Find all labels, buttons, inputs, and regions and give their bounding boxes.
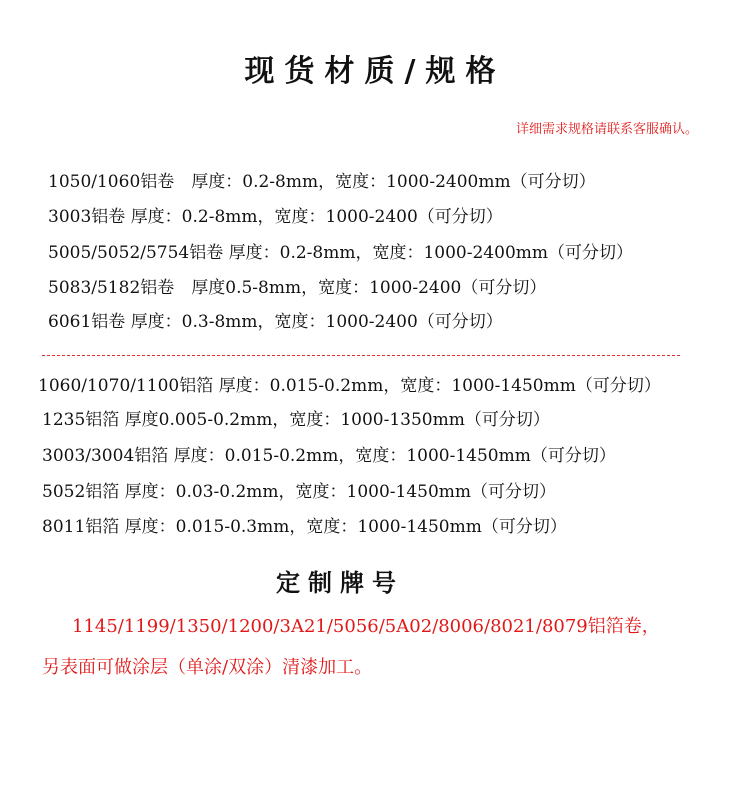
- coil-spec-line: 5083/5182铝卷 厚度0.5-8mm，宽度：1000-2400（可分切）: [48, 278, 547, 298]
- coil-spec-line: 3003铝卷 厚度：0.2-8mm，宽度：1000-2400（可分切）: [48, 207, 503, 227]
- foil-spec-line: 1235铝箔 厚度0.005-0.2mm，宽度：1000-1350mm（可分切）: [42, 410, 550, 430]
- foil-spec-line: 5052铝箔 厚度：0.03-0.2mm，宽度：1000-1450mm（可分切）: [42, 482, 557, 502]
- coil-spec-line: 1050/1060铝卷 厚度：0.2-8mm，宽度：1000-2400mm（可分切）: [48, 172, 596, 192]
- custom-grades-list: 1145/1199/1350/1200/3A21/5056/5A02/8006/8021/8079铝箔卷，: [72, 616, 660, 637]
- coating-note: 另表面可做涂层（单涂/双涂）清漆加工。: [42, 657, 373, 678]
- section-divider: [42, 355, 680, 356]
- page-title: 现货材质/规格: [244, 54, 506, 89]
- coil-spec-line: 5005/5052/5754铝卷 厚度：0.2-8mm，宽度：1000-2400mm（可分切）: [48, 243, 633, 263]
- custom-grades-title: 定制牌号: [276, 569, 404, 597]
- foil-spec-line: 3003/3004铝箔 厚度：0.015-0.2mm，宽度：1000-1450mm（可分切）: [42, 446, 616, 466]
- foil-spec-line: 1060/1070/1100铝箔 厚度：0.015-0.2mm，宽度：1000-1450mm（可分切）: [38, 376, 661, 396]
- foil-spec-line: 8011铝箔 厚度：0.015-0.3mm，宽度：1000-1450mm（可分切）: [42, 517, 567, 537]
- contact-note: 详细需求规格请联系客服确认。: [515, 122, 698, 137]
- coil-spec-line: 6061铝卷 厚度：0.3-8mm，宽度：1000-2400（可分切）: [48, 312, 503, 332]
